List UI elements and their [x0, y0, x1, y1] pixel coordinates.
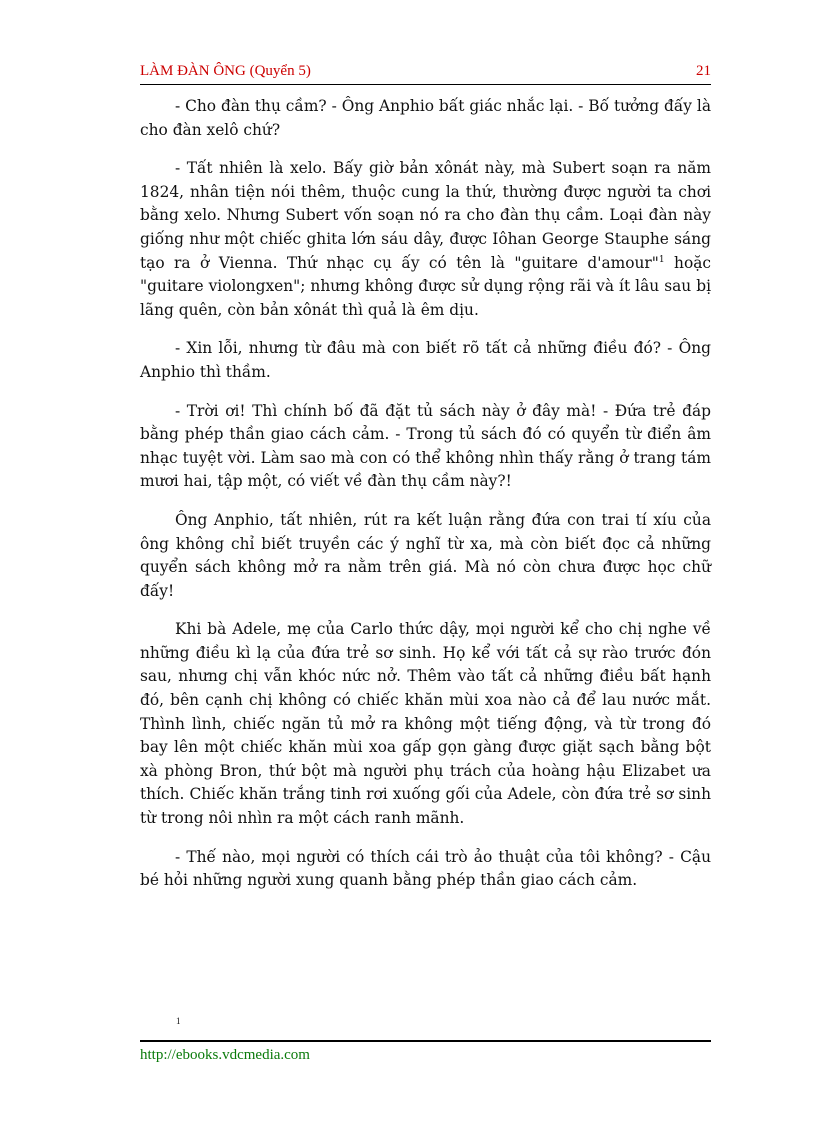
footer-link[interactable]: http://ebooks.vdcmedia.com — [140, 1047, 310, 1063]
book-title: LÀM ĐÀN ÔNG (Quyển 5) — [140, 63, 311, 79]
paragraph-3: - Xin lỗi, nhưng từ đâu mà con biết rõ tất cả những điều đó? - Ông Anphio thì thầm. — [140, 339, 711, 381]
paragraph-1: - Cho đàn thụ cầm? - Ông Anphio bất giác nhắc lại. - Bố tưởng đấy là cho đàn xelô chứ? — [140, 97, 711, 139]
paragraph-2 — [140, 157, 711, 322]
footer-divider — [140, 1040, 711, 1042]
paragraph-2-text: - Tất nhiên là xelo. Bấy giờ bản xônát này, mà Subert soạn ra năm 1824, nhân tiện nói thêm, thuộc cung la thứ, thường được người ta chơi bằng xelo. Nhưng Subert vốn soạn nó ra cho đàn thụ cầm. Loại đàn này giống như một chiếc ghita lớn sáu dây, được Iôhan George Stauphe sáng tạo ra ở Vienna. Thứ nhạc cụ ấy có tên là "guitare d'amour" — [140, 159, 711, 272]
page-number: 21 — [696, 63, 711, 79]
body-text — [140, 95, 711, 908]
paragraph-5: Ông Anphio, tất nhiên, rút ra kết luận rằng đứa con trai tí xíu của ông không chỉ biết truyền các ý nghĩ từ xa, mà còn biết đọc cả những quyển sách không mở ra nằm trên giá. Mà nó còn chưa được học chữ đấy! — [140, 510, 711, 600]
paragraph-7: - Thế nào, mọi người có thích cái trò ảo thuật của tôi không? - Cậu bé hỏi những người xung quanh bằng phép thần giao cách cảm. — [140, 847, 711, 890]
footnote-reference[interactable]: 1 — [658, 254, 665, 265]
footnote-mark: 1 — [176, 1016, 181, 1026]
paragraph-4: - Trời ơi! Thì chính bố đã đặt tủ sách này ở đây mà! - Đứa trẻ đáp bằng phép thần giao cách cảm. - Trong tủ sách đó có quyển từ điển âm nhạc tuyệt vời. Làm sao mà con có thể không nhìn thấy rằng ở trang tám mươi hai, tập một, có viết về đàn thụ cầm này?! — [140, 401, 711, 491]
paragraph-2-continuation: hoặc "guitare violongxen"; nhưng không được sử dụng rộng rãi và ít lâu sau bị lãng quên, còn bản xônát thì quả là êm dịu. — [140, 253, 712, 319]
running-header — [140, 62, 711, 85]
paragraph-6: Khi bà Adele, mẹ của Carlo thức dậy, mọi người kể cho chị nghe về những điều kì lạ của đứa trẻ sơ sinh. Họ kể với tất cả sự rào trước đón sau, nhưng chị vẫn khóc nức nở. Thêm vào tất cả những điều bất hạnh đó, bên cạnh chị không có chiếc khăn mùi xoa nào cả để lau nước mắt. Thình lình, chiếc ngăn tủ mở ra không một tiếng động, và từ trong đó bay lên một chiếc khăn mùi xoa gấp gọn gàng được giặt sạch bằng bột xà phòng Bron, thứ bột mà người phụ trách của hoàng hậu Elizabet ưa thích. Chiếc khăn trắng tinh rơi xuống gối của Adele, còn đứa trẻ sơ sinh từ trong nôi nhìn ra một cách ranh mãnh. — [140, 620, 711, 828]
